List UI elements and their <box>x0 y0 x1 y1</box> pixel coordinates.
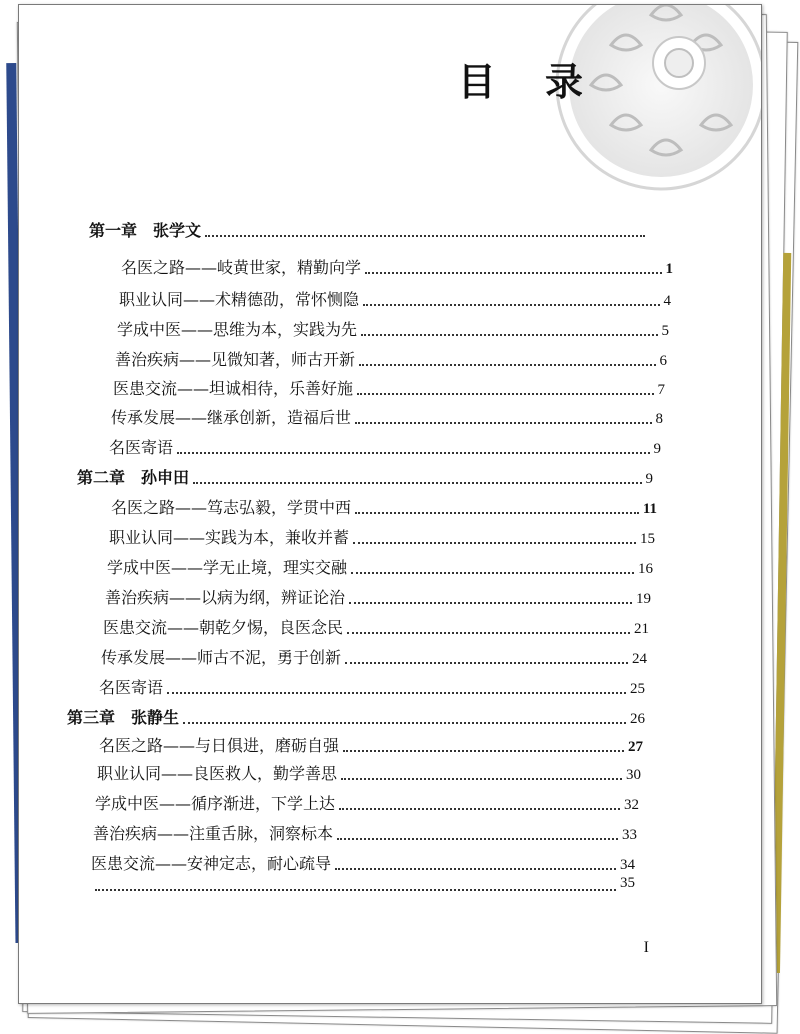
entry-title: 名医之路——笃志弘毅，学贯中西 <box>111 498 352 517</box>
chapter-name: 孙申田 <box>141 468 190 487</box>
entry-page-number: 5 <box>661 323 669 339</box>
chapter-heading[interactable] <box>89 218 649 241</box>
leader-dots <box>339 808 620 810</box>
leader-dots <box>177 452 649 454</box>
entry-title: 善治疾病——以病为纲，辨证论治 <box>105 588 346 607</box>
leader-dots <box>193 482 641 484</box>
page-number: I <box>643 939 649 956</box>
entry-title: 传承发展——师古不泥，勇于创新 <box>101 648 342 667</box>
entry-page-number: 9 <box>653 441 661 457</box>
entry-title: 学成中医——循序渐进，下学上达 <box>95 794 336 813</box>
entry-title: 职业认同——良医救人，勤学善思 <box>97 764 338 783</box>
entry-title: 名医之路——与日俱进，磨砺自强 <box>99 736 340 755</box>
entry-page-number: 33 <box>622 827 637 843</box>
entry-page-number: 19 <box>636 591 651 607</box>
page-title: 目 录 <box>457 59 601 104</box>
entry-title: 医患交流——安神定志，耐心疏导 <box>91 854 332 873</box>
toc-entry[interactable] <box>93 821 637 844</box>
toc-entry[interactable] <box>99 733 643 756</box>
leader-dots <box>365 272 661 274</box>
leader-dots <box>343 750 624 752</box>
toc-entry[interactable] <box>101 645 647 668</box>
chapter-page-number: 26 <box>630 711 645 727</box>
chapter-number: 第三章 <box>67 708 116 727</box>
entry-title: 职业认同——术精德劭，常怀恻隐 <box>119 290 360 309</box>
toc-entry[interactable] <box>105 585 651 608</box>
leader-dots <box>167 692 626 694</box>
entry-page-number: 4 <box>663 293 671 309</box>
entry-title: 传承发展——继承创新，造福后世 <box>111 408 352 427</box>
chapter-name: 张学文 <box>153 221 202 240</box>
entry-title: 学成中医——学无止境，理实交融 <box>107 558 348 577</box>
toc-page <box>18 4 762 1004</box>
toc-entry[interactable] <box>111 405 663 428</box>
table-of-contents <box>19 5 761 1003</box>
leader-dots <box>337 838 618 840</box>
toc-entry[interactable] <box>121 255 673 278</box>
leader-dots <box>353 542 636 544</box>
chapter-number: 第二章 <box>77 468 126 487</box>
leader-dots <box>363 304 659 306</box>
entry-title: 名医之路——岐黄世家，精勤向学 <box>121 258 362 277</box>
toc-entry[interactable] <box>113 376 665 399</box>
chapter-heading[interactable] <box>67 705 645 728</box>
toc-entry[interactable] <box>107 555 653 578</box>
entry-page-number: 16 <box>638 561 653 577</box>
toc-entry[interactable] <box>95 791 639 814</box>
toc-entry[interactable] <box>109 525 655 548</box>
chapter-heading[interactable] <box>77 465 653 488</box>
leader-dots <box>361 334 657 336</box>
entry-page-number: 8 <box>655 411 663 427</box>
chapter-number: 第一章 <box>89 221 138 240</box>
leader-dots <box>359 364 655 366</box>
leader-dots <box>347 632 630 634</box>
toc-entry[interactable] <box>115 347 667 370</box>
leader-dots <box>345 662 628 664</box>
entry-page-number: 34 <box>620 857 635 873</box>
entry-page-number: 6 <box>659 353 667 369</box>
leader-dots <box>355 512 639 514</box>
entry-page-number: 27 <box>628 739 643 755</box>
chapter-name: 张静生 <box>131 708 180 727</box>
entry-page-number: 15 <box>640 531 655 547</box>
entry-page-number: 30 <box>626 767 641 783</box>
toc-entry[interactable] <box>99 675 645 698</box>
toc-entry[interactable] <box>109 435 661 458</box>
entry-title: 学成中医——思维为本，实践为先 <box>117 320 358 339</box>
entry-page-number: 25 <box>630 681 645 697</box>
leader-dots <box>349 602 632 604</box>
toc-entry[interactable] <box>91 851 635 874</box>
leader-dots <box>357 393 653 395</box>
chapter-page-number: 9 <box>645 471 653 487</box>
toc-entry[interactable] <box>119 287 671 310</box>
entry-title: 医患交流——朝乾夕惕，良医念民 <box>103 618 344 637</box>
entry-title: 善治疾病——见微知著，师古开新 <box>115 350 356 369</box>
entry-title: 职业认同——实践为本，兼收并蓄 <box>109 528 350 547</box>
entry-page-number: 21 <box>634 621 649 637</box>
entry-page-number: 1 <box>665 261 673 277</box>
toc-entry[interactable] <box>111 495 657 518</box>
entry-title: 善治疾病——注重舌脉，洞察标本 <box>93 824 334 843</box>
leader-dots <box>351 572 634 574</box>
toc-entry[interactable] <box>97 761 641 784</box>
entry-title: 名医寄语 <box>99 678 164 697</box>
entry-title: 医患交流——坦诚相待，乐善好施 <box>113 379 354 398</box>
leader-dots <box>95 889 616 891</box>
entry-page-number: 32 <box>624 797 639 813</box>
toc-entry[interactable] <box>117 317 669 340</box>
leader-dots <box>355 422 651 424</box>
entry-page-number: 24 <box>632 651 647 667</box>
leader-dots <box>205 235 645 237</box>
toc-entry[interactable] <box>103 615 649 638</box>
entry-page-number: 7 <box>657 382 665 398</box>
entry-page-number: 11 <box>642 501 657 517</box>
entry-title: 名医寄语 <box>109 438 174 457</box>
entry-page-number: 35 <box>620 875 635 891</box>
leader-dots <box>183 722 626 724</box>
leader-dots <box>341 778 622 780</box>
toc-entry-continuation[interactable] <box>91 875 635 892</box>
leader-dots <box>335 868 616 870</box>
